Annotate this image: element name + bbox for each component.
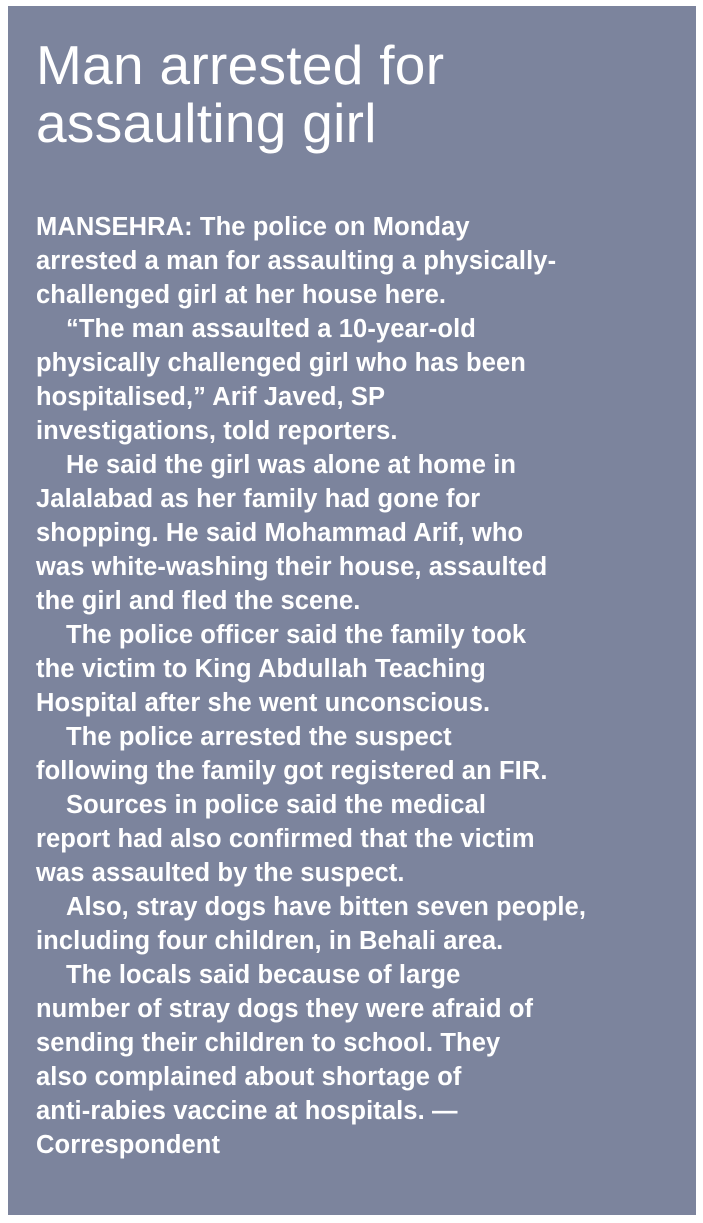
text-line: was white-washing their house, assaulted (36, 553, 548, 581)
text-line: hospitalised,” Arif Javed, SP (36, 383, 386, 411)
text-line: The locals said because of large (66, 961, 461, 989)
paragraph-arrest (36, 720, 676, 788)
article-body (36, 210, 676, 1162)
paragraph-quote (36, 312, 676, 448)
text-line: MANSEHRA: The police on Monday (36, 213, 470, 241)
paragraph-dateline (36, 210, 676, 312)
text-line: was assaulted by the suspect. (36, 859, 405, 887)
paragraph-locals (36, 958, 676, 1162)
text-line: He said the girl was alone at home in (66, 451, 517, 479)
text-line: The police arrested the suspect (66, 723, 452, 751)
text-line: report had also confirmed that the victim (36, 825, 535, 853)
headline-line: assaulting girl (36, 92, 377, 154)
paragraph-incident (36, 448, 676, 618)
text-line: challenged girl at her house here. (36, 281, 447, 309)
headline-line: Man arrested for (36, 34, 445, 96)
text-line: number of stray dogs they were afraid of (36, 995, 534, 1023)
text-line: following the family got registered an FIR. (36, 757, 548, 785)
text-line: investigations, told reporters. (36, 417, 398, 445)
byline: Correspondent (36, 1131, 221, 1159)
paragraph-stray-dogs (36, 890, 676, 958)
headline (36, 36, 676, 152)
text-line: shopping. He said Mohammad Arif, who (36, 519, 524, 547)
text-line: Also, stray dogs have bitten seven people, (66, 893, 587, 921)
text-line: the girl and fled the scene. (36, 587, 361, 615)
text-line: sending their children to school. They (36, 1029, 501, 1057)
paragraph-hospital (36, 618, 676, 720)
text-line: anti-rabies vaccine at hospitals. — (36, 1097, 458, 1125)
text-line: The police officer said the family took (66, 621, 527, 649)
text-line: Jalalabad as her family had gone for (36, 485, 481, 513)
paragraph-medical-report (36, 788, 676, 890)
text-line: arrested a man for assaulting a physically- (36, 247, 557, 275)
text-line: physically challenged girl who has been (36, 349, 526, 377)
text-line: “The man assaulted a 10-year-old (66, 315, 476, 343)
text-line: including four children, in Behali area. (36, 927, 504, 955)
news-clipping (8, 6, 696, 1215)
text-line: also complained about shortage of (36, 1063, 462, 1091)
text-line: Sources in police said the medical (66, 791, 487, 819)
text-line: the victim to King Abdullah Teaching (36, 655, 486, 683)
text-line: Hospital after she went unconscious. (36, 689, 491, 717)
